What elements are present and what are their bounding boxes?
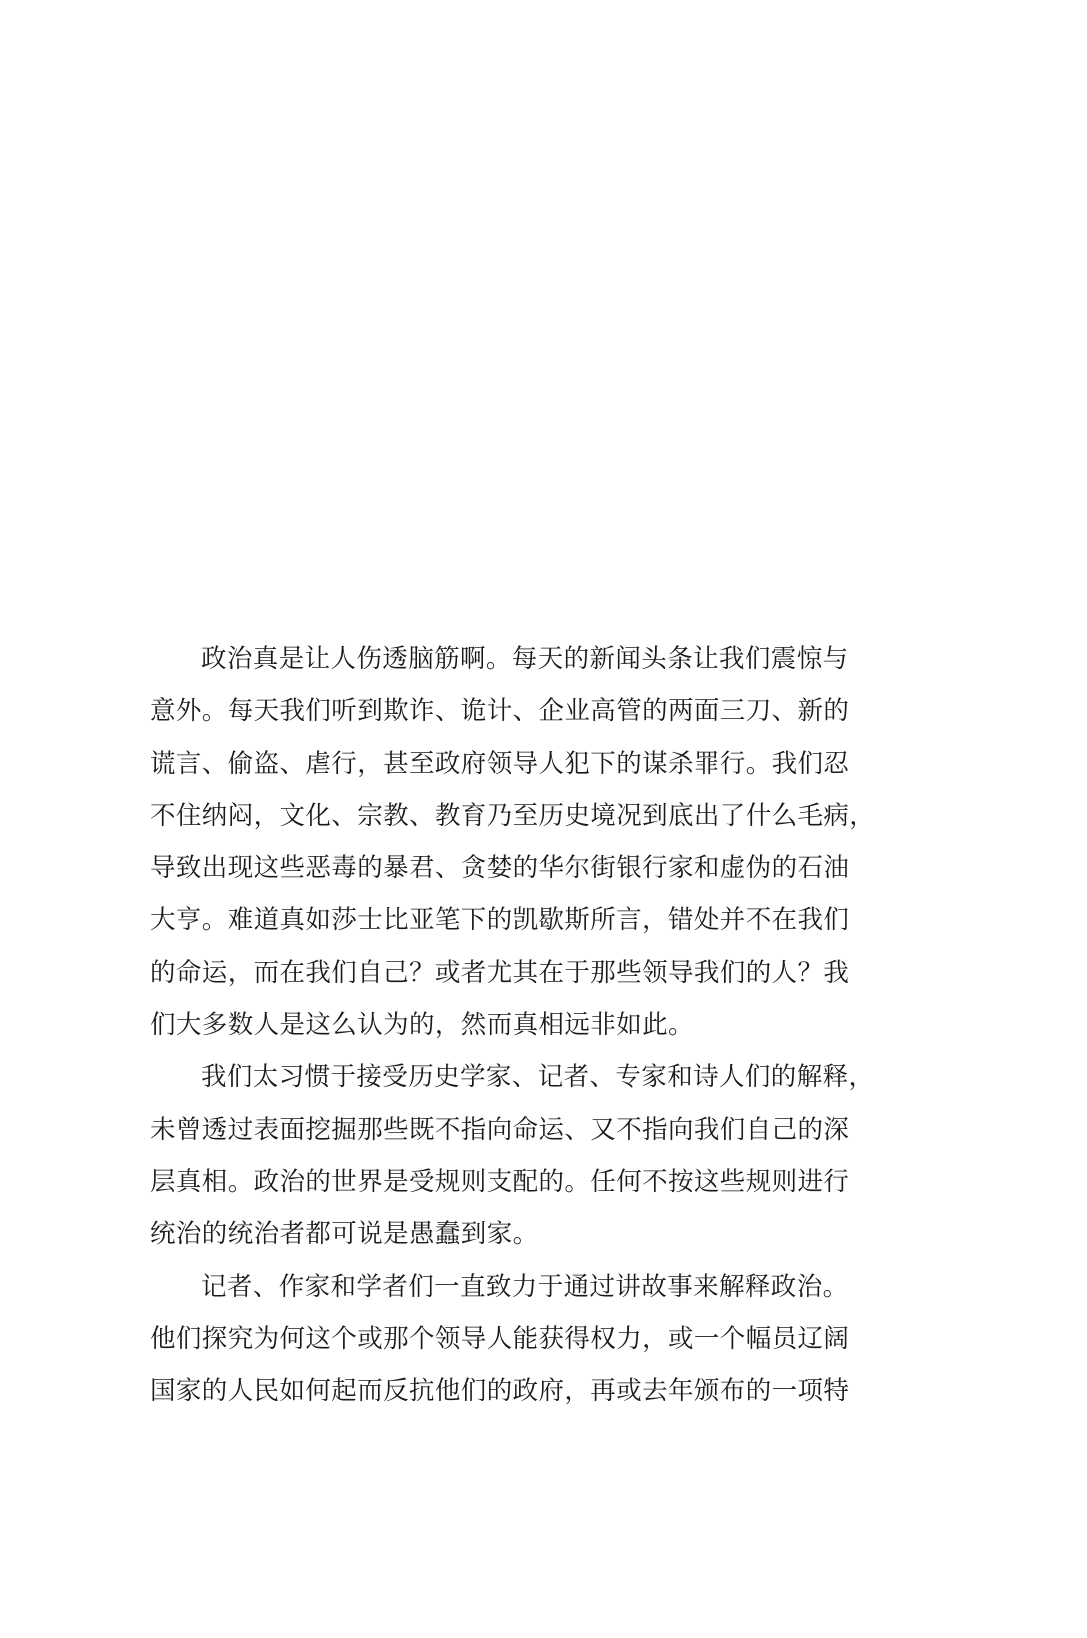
text-line: 大亨。难道真如莎士比亚笔下的凯歇斯所言，错处并不在我们 xyxy=(150,905,850,936)
paragraph-1 xyxy=(150,633,876,1051)
text-line: 谎言、偷盗、虐行，甚至政府领导人犯下的谋杀罪行。我们忍 xyxy=(150,748,850,779)
text-line: 意外。每天我们听到欺诈、诡计、企业高管的两面三刀、新的 xyxy=(150,696,850,727)
paragraph-2 xyxy=(150,1051,875,1260)
text-line: 导致出现这些恶毒的暴君、贪婪的华尔街银行家和虚伪的石油 xyxy=(150,853,850,884)
text-line: 未曾透过表面挖掘那些既不指向命运、又不指向我们自己的深 xyxy=(150,1114,850,1145)
text-line: 的命运，而在我们自己？或者尤其在于那些领导我们的人？我 xyxy=(150,957,850,988)
text-line: 层真相。政治的世界是受规则支配的。任何不按这些规则进行 xyxy=(150,1166,850,1197)
text-line: 国家的人民如何起而反抗他们的政府，再或去年颁布的一项特 xyxy=(150,1376,850,1407)
text-line: 他们探究为何这个或那个领导人能获得权力，或一个幅员辽阔 xyxy=(150,1323,850,1354)
text-line: 政治真是让人伤透脑筋啊。每天的新闻头条让我们震惊与 xyxy=(201,644,849,674)
text-line: 我们太习惯于接受历史学家、记者、专家和诗人们的解释， xyxy=(201,1062,875,1093)
body-text xyxy=(150,633,876,1417)
paragraph-3 xyxy=(150,1261,850,1418)
text-line: 记者、作家和学者们一直致力于通过讲故事来解释政治。 xyxy=(201,1271,849,1302)
text-line: 统治的统治者都可说是愚蠢到家。 xyxy=(150,1219,539,1250)
text-line: 不住纳闷，文化、宗教、教育乃至历史境况到底出了什么毛病， xyxy=(150,800,876,831)
text-line: 们大多数人是这么认为的，然而真相远非如此。 xyxy=(150,1010,694,1041)
